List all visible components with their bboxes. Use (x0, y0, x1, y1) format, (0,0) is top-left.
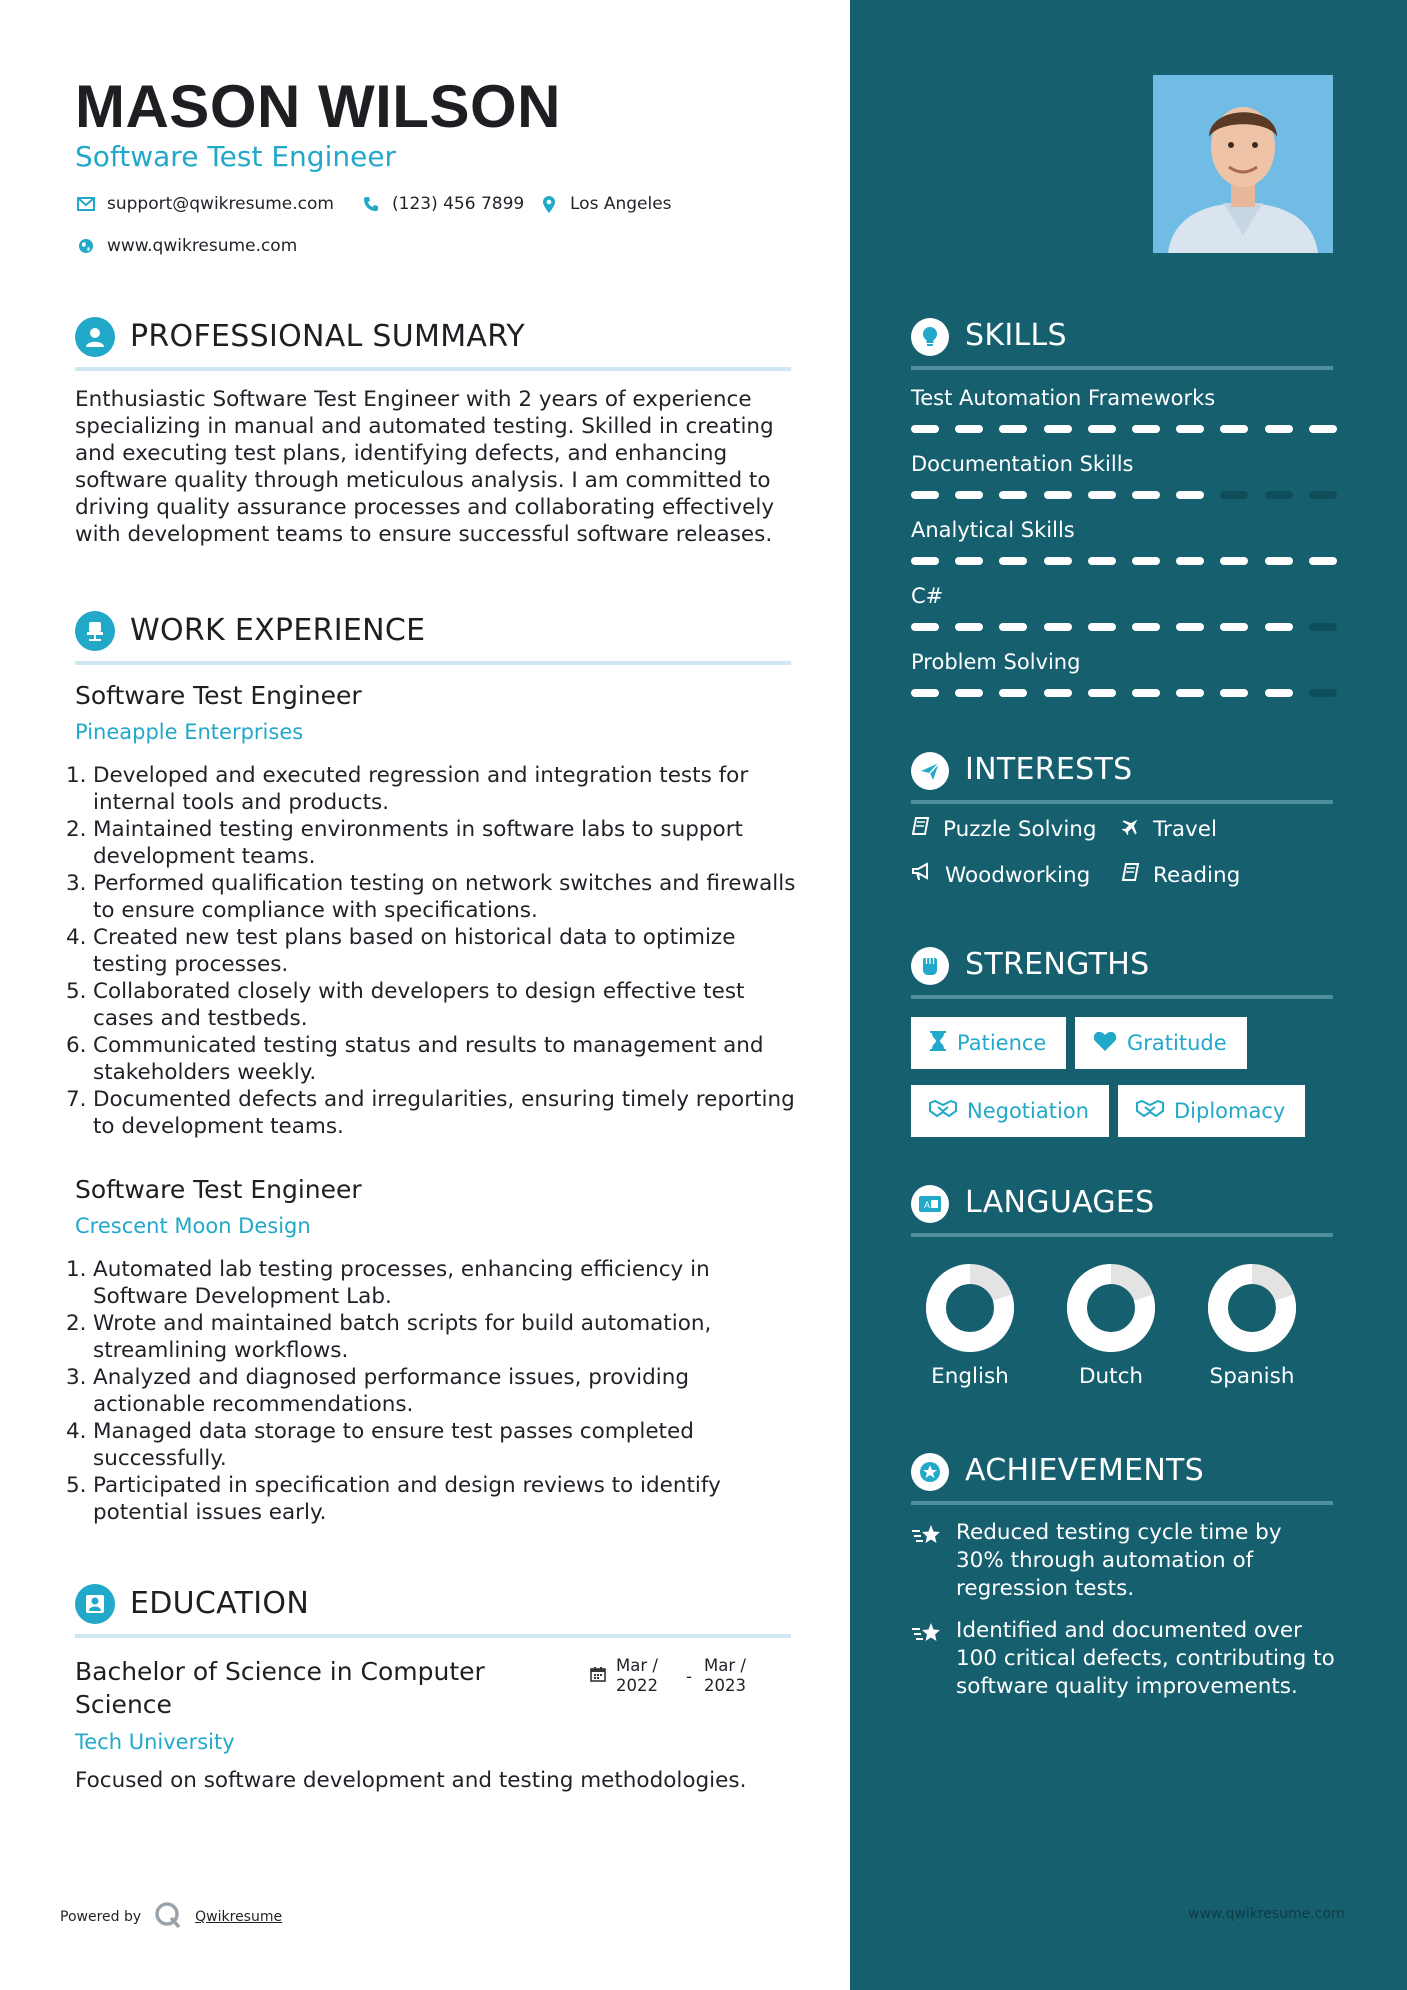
languages-heading: LANGUAGES (965, 1185, 1155, 1220)
book-icon (911, 816, 931, 842)
job-1-bullets (66, 762, 796, 1140)
job-title: Software Test Engineer (75, 1175, 362, 1204)
section-divider (75, 367, 791, 371)
megaphone-icon (911, 862, 933, 888)
globe-icon (75, 237, 97, 255)
heart-icon (1093, 1030, 1117, 1057)
contact-email[interactable] (75, 194, 334, 214)
job-company: Crescent Moon Design (75, 1214, 311, 1238)
phone-text: (123) 456 7899 (392, 194, 525, 214)
language-name: Dutch (1078, 1364, 1144, 1389)
email-text: support@qwikresume.com (107, 194, 334, 214)
language-item (910, 1264, 1030, 1389)
paper-plane-icon (911, 752, 949, 790)
graduate-icon (75, 1584, 115, 1624)
skill-dash (1220, 425, 1248, 433)
skill-dash (1265, 425, 1293, 433)
skill-dash (1265, 557, 1293, 565)
phone-icon (360, 195, 382, 213)
book-icon (1121, 862, 1141, 888)
skill-level-bar (911, 557, 1333, 565)
brand-link[interactable]: Qwikresume (195, 1909, 283, 1925)
experience-section-header (75, 607, 791, 657)
skill-dash (1265, 623, 1293, 631)
skill-dash (1220, 689, 1248, 697)
profile-photo (1153, 75, 1333, 253)
section-divider (911, 995, 1333, 999)
section-divider (75, 1634, 791, 1638)
list-item: 3. Analyzed and diagnosed performance issues, providing actionable recommendations. (66, 1365, 690, 1417)
skill-dash (1176, 425, 1204, 433)
skill-dash (955, 623, 983, 631)
summary-heading: PROFESSIONAL SUMMARY (130, 319, 526, 354)
candidate-name: MASON WILSON (75, 73, 561, 140)
list-item: 5. Participated in specification and design reviews to identify potential issues early. (66, 1473, 721, 1525)
language-item (1192, 1264, 1312, 1389)
skill-dash (1044, 689, 1072, 697)
interests-heading: INTERESTS (965, 752, 1133, 787)
contact-website[interactable] (75, 236, 297, 256)
skill-dash (999, 491, 1027, 499)
skill-dash (1044, 557, 1072, 565)
skill-dash (999, 425, 1027, 433)
skills-heading: SKILLS (965, 318, 1067, 353)
list-item: 4. Managed data storage to ensure test passes completed successfully. (66, 1419, 694, 1471)
skill-level-bar (911, 491, 1333, 499)
fist-icon (911, 947, 949, 985)
skill-name: Problem Solving (911, 650, 1081, 674)
language-item (1051, 1264, 1171, 1389)
skill-dash (1309, 491, 1337, 499)
education-description: Focused on software development and testing methodologies. (75, 1768, 747, 1793)
skill-dash (1132, 689, 1160, 697)
school-name: Tech University (75, 1730, 235, 1754)
interest-item: Travel (1121, 816, 1217, 842)
strengths-section-header (911, 943, 1333, 993)
section-divider (911, 1501, 1333, 1505)
skill-dash (1309, 425, 1337, 433)
languages-section-header (911, 1181, 1333, 1231)
skill-dash (1088, 557, 1116, 565)
shooting-star-icon (911, 1523, 943, 1555)
skill-dash (911, 689, 939, 697)
skill-dash (1132, 623, 1160, 631)
skill-level-bar (911, 623, 1333, 631)
strength-chip: Gratitude (1075, 1017, 1247, 1069)
skills-section-header (911, 314, 1333, 364)
envelope-icon (75, 195, 97, 213)
section-divider (911, 366, 1333, 370)
skill-dash (1088, 689, 1116, 697)
list-item: 2. Maintained testing environments in software labs to support development teams. (66, 817, 743, 869)
list-item: 5. Collaborated closely with developers to design effective test cases and testbeds. (66, 979, 745, 1031)
skill-dash (1088, 425, 1116, 433)
skill-dash (1309, 557, 1337, 565)
skill-dash (1265, 689, 1293, 697)
location-text: Los Angeles (570, 194, 672, 214)
contact-phone[interactable] (360, 194, 524, 214)
list-item: 3. Performed qualification testing on network switches and firewalls to ensure compliance with specifications. (66, 871, 796, 923)
skill-dash (1088, 491, 1116, 499)
contact-location (538, 194, 672, 214)
calendar-icon (590, 1666, 606, 1686)
skill-dash (955, 491, 983, 499)
skill-dash (955, 557, 983, 565)
skill-dash (1176, 623, 1204, 631)
summary-section-header (75, 313, 791, 363)
skill-dash (1132, 491, 1160, 499)
list-item: 6. Communicated testing status and results to management and stakeholders weekly. (66, 1033, 764, 1085)
skill-dash (999, 623, 1027, 631)
degree-title: Bachelor of Science in Computer Science (75, 1657, 485, 1719)
handshake-icon (1136, 1099, 1164, 1124)
skill-dash (955, 689, 983, 697)
list-item: 4. Created new test plans based on historical data to optimize testing processes. (66, 925, 736, 977)
skill-dash (1309, 623, 1337, 631)
plane-icon (1121, 816, 1141, 842)
skill-dash (1132, 557, 1160, 565)
skill-dash (1044, 623, 1072, 631)
list-item: 7. Documented defects and irregularities, ensuring timely reporting to development teams. (66, 1087, 795, 1139)
skill-dash (1220, 557, 1248, 565)
experience-heading: WORK EXPERIENCE (130, 613, 426, 648)
summary-text: Enthusiastic Software Test Engineer with 2 years of experience specializing in manual and automated testing. Skilled in creating and executing test plans, identifying defects, and enhancing software quality through meticulous analysis. I am committed to driving quality assurance processes and collaborating effectively with development teams to ensure successful software releases. (75, 387, 775, 547)
section-divider (911, 800, 1333, 804)
section-divider (911, 1233, 1333, 1237)
candidate-title: Software Test Engineer (75, 140, 397, 173)
skill-dash (999, 689, 1027, 697)
interest-item: Reading (1121, 862, 1240, 888)
education-dates: Mar / 2022 - Mar / 2023 (590, 1656, 746, 1696)
skill-dash (1220, 623, 1248, 631)
skill-level-bar (911, 425, 1333, 433)
language-name: English (931, 1364, 1009, 1389)
strength-chip: Patience (911, 1017, 1066, 1069)
interest-item: Woodworking (911, 862, 1090, 888)
job-2-bullets (66, 1256, 796, 1526)
education-section-header (75, 1580, 791, 1630)
list-item: 2. Wrote and maintained batch scripts for build automation, streamlining workflows. (66, 1311, 712, 1363)
job-title: Software Test Engineer (75, 681, 362, 710)
language-name: Spanish (1209, 1364, 1295, 1389)
skill-dash (911, 557, 939, 565)
footer-website[interactable]: www.qwikresume.com (1188, 1906, 1345, 1922)
skill-dash (955, 425, 983, 433)
skill-name: C# (911, 584, 944, 608)
section-divider (75, 661, 791, 665)
map-pin-icon (538, 195, 560, 213)
skill-dash (1044, 425, 1072, 433)
website-text: www.qwikresume.com (107, 236, 298, 256)
language-icon (911, 1185, 949, 1223)
strengths-heading: STRENGTHS (965, 947, 1150, 982)
list-item: 1. Developed and executed regression and integration tests for internal tools and products. (66, 763, 749, 815)
svg-text:A: A (924, 1200, 931, 1210)
skill-dash (911, 491, 939, 499)
star-badge-icon (911, 1453, 949, 1491)
interests-section-header (911, 748, 1333, 798)
skill-name: Test Automation Frameworks (911, 386, 1216, 410)
skill-dash (1176, 689, 1204, 697)
strength-chip: Negotiation (911, 1085, 1109, 1137)
skill-dash (911, 425, 939, 433)
shooting-star-icon (911, 1621, 943, 1653)
job-company: Pineapple Enterprises (75, 720, 304, 744)
strength-chip: Diplomacy (1118, 1085, 1305, 1137)
chair-icon (75, 611, 115, 651)
list-item: 1. Automated lab testing processes, enhancing efficiency in Software Development Lab. (66, 1257, 710, 1309)
interest-item: Puzzle Solving (911, 816, 1097, 842)
skill-dash (1044, 491, 1072, 499)
qwikresume-logo-icon (153, 1900, 183, 1934)
skill-name: Analytical Skills (911, 518, 1075, 542)
skill-dash (1220, 491, 1248, 499)
skill-dash (1309, 689, 1337, 697)
skill-level-bar (911, 689, 1333, 697)
hourglass-icon (929, 1030, 947, 1057)
achievements-section-header (911, 1449, 1333, 1499)
skill-dash (999, 557, 1027, 565)
powered-by: Powered by Qwikresume (60, 1900, 282, 1934)
skill-dash (911, 623, 939, 631)
user-icon (75, 317, 115, 357)
handshake-icon (929, 1099, 957, 1124)
skill-dash (1176, 557, 1204, 565)
skill-dash (1265, 491, 1293, 499)
skill-dash (1132, 425, 1160, 433)
skill-name: Documentation Skills (911, 452, 1134, 476)
skill-dash (1088, 623, 1116, 631)
lightbulb-icon (911, 318, 949, 356)
education-heading: EDUCATION (130, 1586, 310, 1621)
achievements-heading: ACHIEVEMENTS (965, 1453, 1205, 1488)
skill-dash (1176, 491, 1204, 499)
